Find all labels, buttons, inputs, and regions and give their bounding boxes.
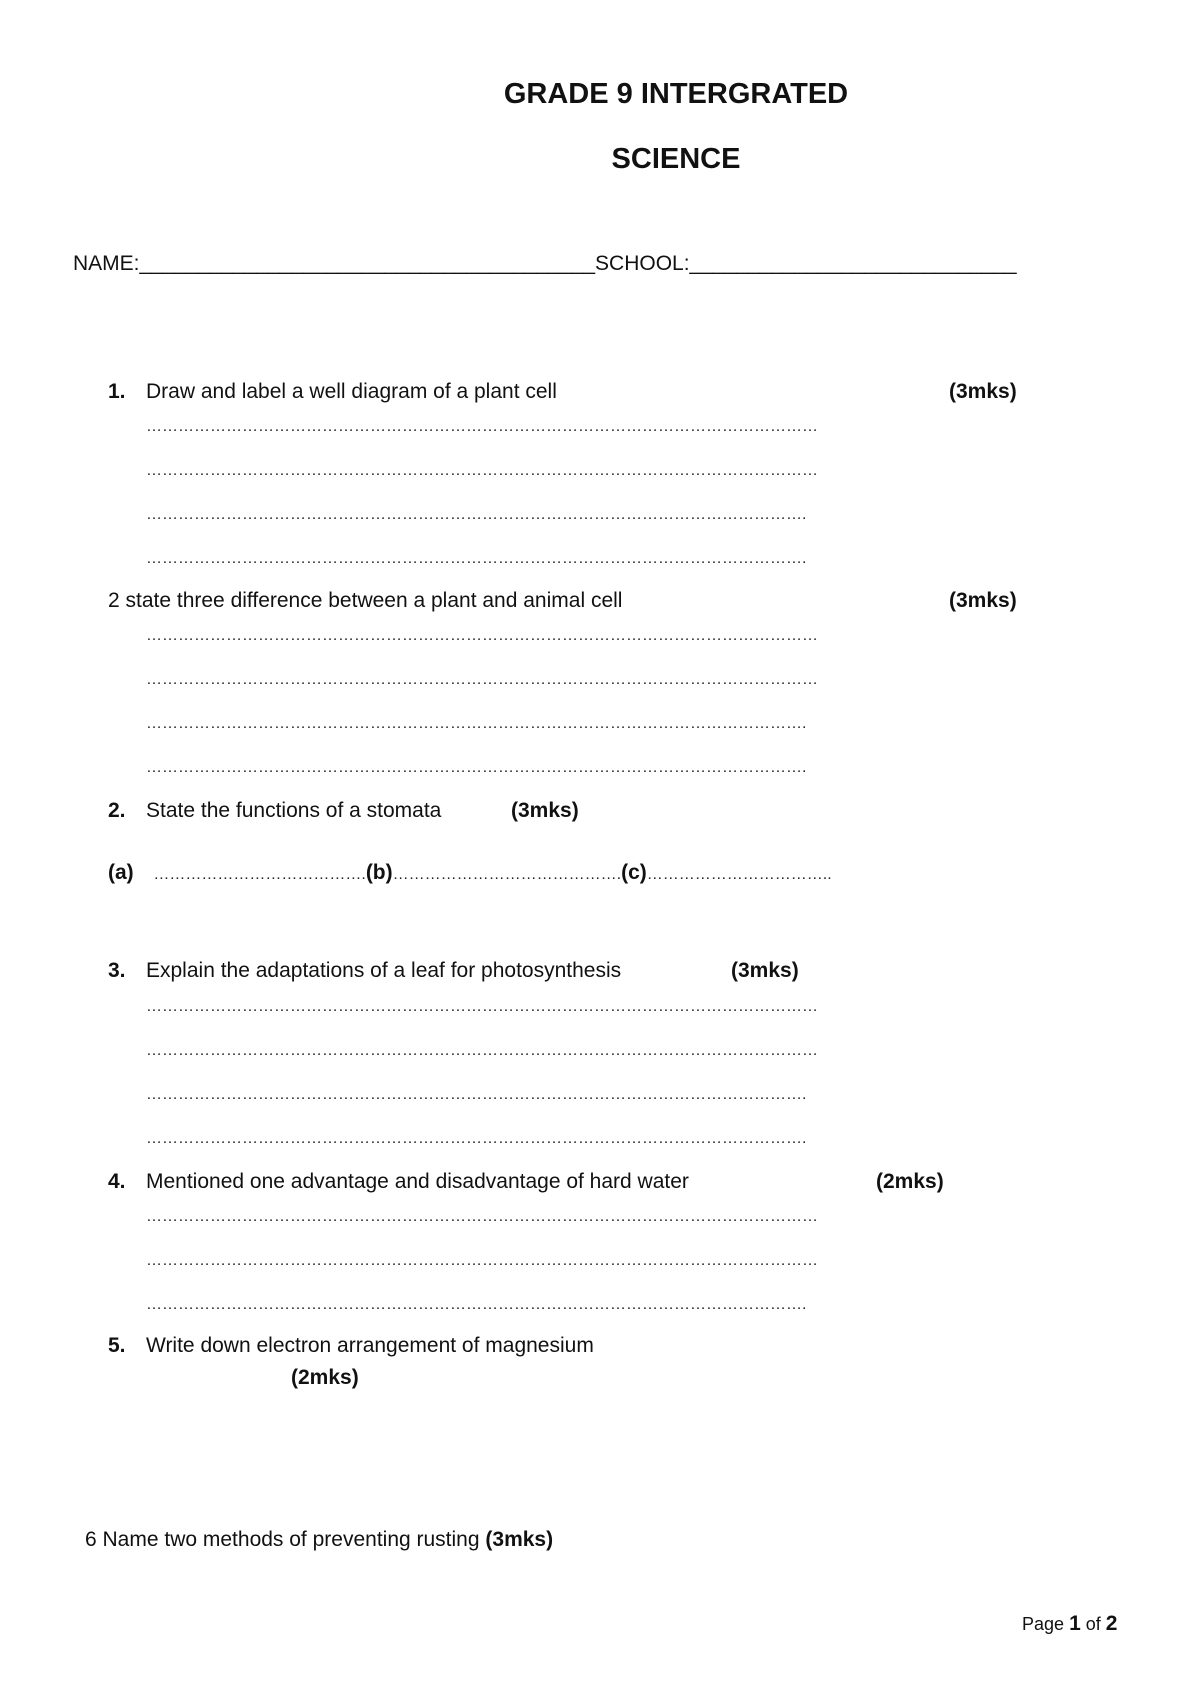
- question-2a-marks: (3mks): [949, 589, 1017, 612]
- answer-line[interactable]: ………………………………………………………………………………………………………………: [146, 671, 818, 688]
- name-school-row: [73, 252, 1017, 276]
- option-b-blank[interactable]: …………………………………….: [392, 866, 622, 883]
- question-6-text: 6 Name two methods of preventing rusting: [85, 1528, 480, 1551]
- question-3-marks: (3mks): [731, 959, 799, 982]
- question-3-number: 3.: [108, 959, 126, 982]
- school-blank[interactable]: ____________________________: [689, 252, 1017, 275]
- question-3-text: Explain the adaptations of a leaf for photosynthesis: [146, 959, 622, 982]
- option-c-label: (c): [621, 861, 647, 884]
- answer-line[interactable]: ………………………………………………………………………………………………………………: [146, 627, 818, 644]
- answer-line[interactable]: ………………………………………………………………………………………………………………: [146, 998, 818, 1015]
- answer-line[interactable]: …………………………………………………………………………………………………………….: [146, 1086, 807, 1103]
- answer-line[interactable]: ………………………………………………………………………………………………………………: [146, 1208, 818, 1225]
- stomata-answer-row: [108, 861, 832, 885]
- option-a-blank[interactable]: ………………………………….: [153, 866, 366, 883]
- question-4-number: 4.: [108, 1170, 126, 1193]
- option-a-label: (a): [108, 861, 134, 884]
- answer-line[interactable]: ………………………………………………………………………………………………………………: [146, 462, 818, 479]
- question-1-marks: (3mks): [949, 380, 1017, 403]
- question-6-marks: (3mks): [485, 1528, 554, 1551]
- option-c-blank[interactable]: ……………………………..: [646, 866, 832, 883]
- question-2b-text: State the functions of a stomata: [146, 799, 442, 822]
- question-4-text: Mentioned one advantage and disadvantage of hard water: [146, 1170, 689, 1193]
- name-blank[interactable]: _______________________________________: [139, 252, 596, 275]
- page-number: [1022, 1612, 1117, 1636]
- answer-line[interactable]: …………………………………………………………………………………………………………….: [146, 715, 807, 732]
- page-title-line2: SCIENCE: [611, 143, 741, 175]
- answer-line[interactable]: …………………………………………………………………………………………………………….: [146, 1130, 807, 1147]
- answer-line[interactable]: …………………………………………………………………………………………………………….: [146, 550, 807, 567]
- answer-line[interactable]: ………………………………………………………………………………………………………………: [146, 1252, 818, 1269]
- option-b-label: (b): [365, 861, 393, 884]
- of-word: of: [1085, 1614, 1101, 1634]
- answer-line[interactable]: ………………………………………………………………………………………………………………: [146, 1042, 818, 1059]
- question-5-text: Write down electron arrangement of magnesium: [146, 1334, 594, 1357]
- question-2b-marks: (3mks): [511, 799, 579, 822]
- name-label: NAME:: [73, 252, 140, 275]
- question-1-number: 1.: [108, 380, 126, 403]
- question-4-marks: (2mks): [876, 1170, 944, 1193]
- answer-line[interactable]: …………………………………………………………………………………………………………….: [146, 506, 807, 523]
- question-6-row: [85, 1528, 553, 1552]
- school-label: SCHOOL:: [595, 252, 690, 275]
- page-title-line1: GRADE 9 INTERGRATED: [503, 78, 849, 110]
- question-1-text: Draw and label a well diagram of a plant cell: [146, 380, 557, 403]
- page-total: 2: [1105, 1612, 1118, 1635]
- answer-line[interactable]: …………………………………………………………………………………………………………….: [146, 1296, 807, 1313]
- question-2a-text: 2 state three difference between a plant and animal cell: [108, 589, 623, 612]
- question-5-marks: (2mks): [291, 1366, 359, 1389]
- question-2b-number: 2.: [108, 799, 126, 822]
- answer-line[interactable]: …………………………………………………………………………………………………………….: [146, 759, 807, 776]
- page-current: 1: [1069, 1612, 1081, 1635]
- answer-line[interactable]: ………………………………………………………………………………………………………………: [146, 418, 818, 435]
- page-word: Page: [1022, 1614, 1065, 1634]
- question-5-number: 5.: [108, 1334, 126, 1357]
